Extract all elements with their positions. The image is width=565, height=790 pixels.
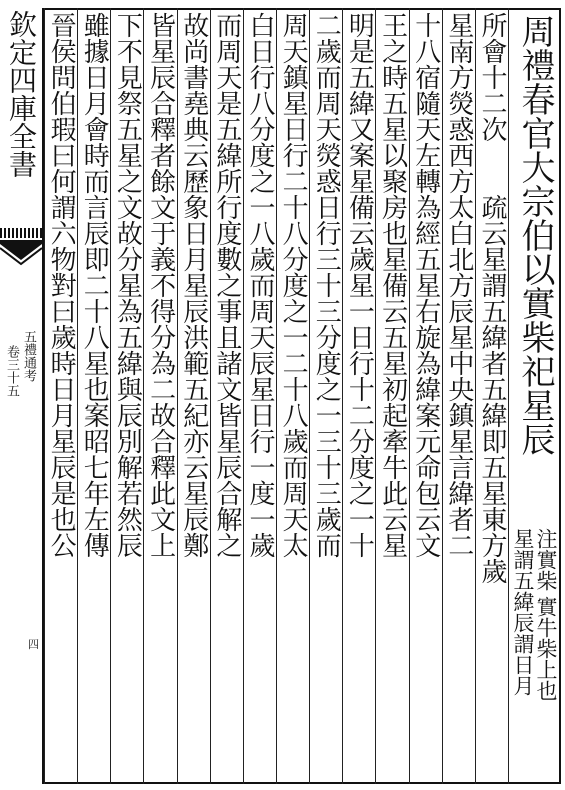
page-number: 四 (28, 638, 39, 651)
text-column-1: 所會十二次 疏云星謂五緯者五緯即五星東方歲 (476, 12, 507, 584)
text-column-9: 而周天是五緯所行度數之事且諸文皆星辰合解之 (211, 12, 242, 558)
gutter-band (0, 228, 42, 238)
column-rule (375, 8, 376, 784)
column-rule (177, 8, 178, 784)
text-column-5: 明是五緯又案星備云歲星一日行十二分度之一十 (344, 12, 375, 558)
volume-label: 卷三十五 (4, 345, 19, 397)
heading-note-c: 星謂五緯辰謂日月 (511, 528, 535, 696)
collection-title: 欽定四庫全書 (5, 10, 38, 178)
book-title: 五禮通考 (21, 330, 36, 382)
column-rule (210, 8, 211, 784)
column-rule (409, 8, 410, 784)
text-column-13: 雖據日月會時而言辰即二十八星也案昭七年左傳 (79, 12, 110, 558)
column-rule (508, 8, 509, 784)
text-column-10: 故尚書堯典云歷象日月星辰洪範五紀亦云星辰鄭 (178, 12, 209, 558)
text-column-4: 王之時五星以聚房也星備云五星初起牽牛此云星 (377, 12, 408, 558)
heading-note-a: 注實柴 (534, 528, 558, 591)
column-rule (475, 8, 476, 784)
heading-title: 周禮春官大宗伯以實柴祀星辰 (515, 14, 555, 456)
column-rule (44, 8, 45, 784)
column-rule (243, 8, 244, 784)
text-column-8: 白日行八分度之一八歲而周天辰星日行一度一歲 (244, 12, 275, 558)
text-column-2: 星南方熒惑西方太白北方辰星中央鎮星言緯者二 (443, 12, 474, 558)
heading-column (509, 8, 559, 784)
text-column-11: 皆星辰合釋者餘文于義不得分為二故合釋此文上 (145, 12, 176, 558)
column-rule (77, 8, 78, 784)
column-rule (110, 8, 111, 784)
column-rule (442, 8, 443, 784)
text-column-6: 二歲而周天熒惑日行三十三分度之一三十三歲而 (311, 12, 342, 558)
column-rule (276, 8, 277, 784)
column-rule (309, 8, 310, 784)
text-column-12: 下不見祭五星之文故分星為五緯與辰別解若然辰 (112, 12, 143, 558)
heading-note-b: 實牛柴上也 (534, 596, 558, 701)
text-column-3: 十八宿隨天左轉為經五星右旋為緯案元命包云文 (410, 12, 441, 558)
text-column-14: 晉侯問伯瑕曰何謂六物對曰歲時日月星辰是也公 (46, 12, 77, 558)
column-rule (342, 8, 343, 784)
text-column-7: 周天鎮星日行二十八分度之一二十八歲而周天太 (278, 12, 309, 558)
fish-tail-mark-icon (0, 238, 42, 278)
column-rule (143, 8, 144, 784)
